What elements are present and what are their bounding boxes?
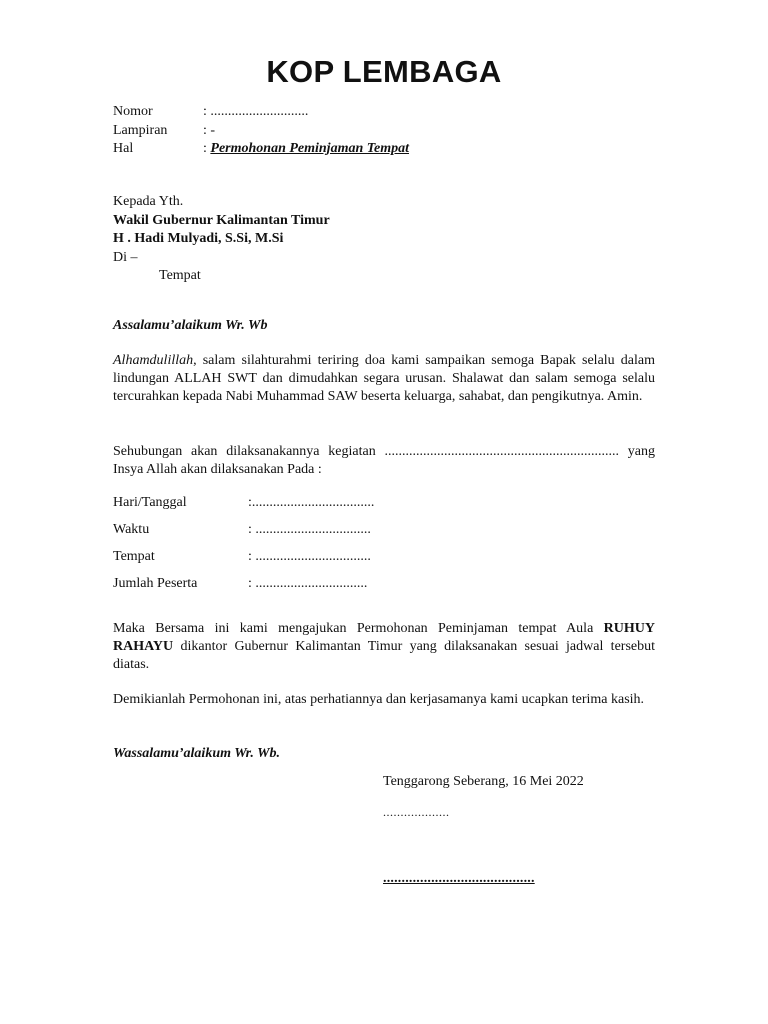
detail-label: Hari/Tanggal <box>113 495 187 510</box>
meta-value-subject: Permohonan Peminjaman Tempat <box>210 141 410 156</box>
letter-meta <box>113 103 409 159</box>
meta-label: Nomor <box>113 104 153 119</box>
detail-row-date <box>113 494 374 521</box>
detail-value: : ................................. <box>248 522 371 537</box>
recipient-name: H . Hadi Mulyadi, S.Si, M.Si <box>113 231 284 246</box>
paragraph-request-text-end: dikantor Gubernur Kalimantan Timur yang dilaksanakan sesuai jadwal tersebut diatas. <box>113 639 655 672</box>
meta-label: Hal <box>113 141 134 156</box>
detail-label: Jumlah Peserta <box>113 576 198 591</box>
paragraph-request-text: Maka Bersama ini kami mengajukan Permohonan Peminjaman tempat Aula <box>113 621 604 636</box>
signature-title-dots: ................... <box>383 805 450 819</box>
detail-label: Waktu <box>113 522 150 537</box>
meta-label: Lampiran <box>113 122 168 138</box>
paragraph-opening <box>113 352 655 406</box>
paragraph-event: Sehubungan akan dilaksanakannya kegiatan ................................................................... yang Insya Allah akan dilaksanakan Pada : <box>113 444 655 477</box>
recipient-di: Di – <box>113 249 138 265</box>
detail-row-participants <box>113 575 374 602</box>
meta-value-prefix: : <box>203 141 211 156</box>
signature-name-dots: ......................................... <box>383 871 535 886</box>
recipient-place: Tempat <box>159 268 201 283</box>
meta-row-lampiran <box>113 122 409 141</box>
paragraph-opening-text: , salam silahturahmi teriring doa kami sampaikan semoga Bapak selalu dalam lindungan ALLAH SWT dan dimudahkan segara urusan. Shalawat dan salam semoga selalu tercurahkan kepada Nabi Muhammad SAW beserta keluarga, sahabat, dan pengikutnya. Amin. <box>113 353 655 404</box>
detail-row-place <box>113 548 374 575</box>
paragraph-request-venue: RUHUY RAHAYU <box>113 621 655 654</box>
detail-value: : ................................ <box>248 576 368 591</box>
paragraph-opening-italic: Alhamdulillah <box>113 353 194 368</box>
meta-row-hal <box>113 140 409 159</box>
recipient-salutation: Kepada Yth. <box>113 194 184 209</box>
detail-value: : ................................. <box>248 549 371 564</box>
event-details <box>113 494 374 602</box>
letterhead-title: KOP LEMBAGA <box>266 54 502 89</box>
signature-place-date: Tenggarong Seberang, 16 Mei 2022 <box>383 774 584 789</box>
meta-value: : ............................ <box>203 104 309 119</box>
opening-greeting: Assalamu’alaikum Wr. Wb <box>113 318 268 333</box>
detail-value: :................................... <box>248 495 375 510</box>
closing-greeting: Wassalamu’alaikum Wr. Wb. <box>113 746 281 761</box>
paragraph-request <box>113 620 655 674</box>
meta-value: : - <box>203 122 216 138</box>
recipient-position: Wakil Gubernur Kalimantan Timur <box>113 212 330 228</box>
paragraph-closing: Demikianlah Permohonan ini, atas perhatiannya dan kerjasamanya kami ucapkan terima kasih. <box>113 692 645 707</box>
meta-row-nomor <box>113 103 409 122</box>
detail-row-time <box>113 521 374 548</box>
detail-label: Tempat <box>113 549 155 564</box>
recipient-block <box>113 193 330 286</box>
